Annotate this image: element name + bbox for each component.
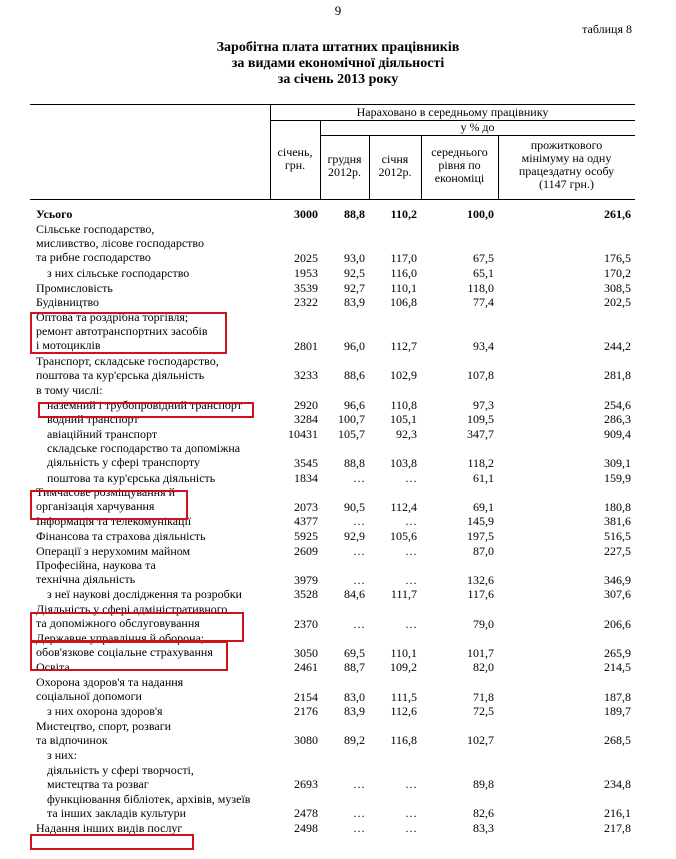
cell-pct-subsistence: 187,8 [604, 689, 631, 704]
cell-pct-economy: 67,5 [473, 250, 494, 265]
cell-jan-uah: 2073 [294, 499, 318, 514]
row-label: з них: [47, 747, 77, 762]
cell-pct-subsistence: 265,9 [604, 645, 631, 660]
cell-pct-jan: 103,8 [390, 455, 417, 470]
cell-pct-jan: 110,2 [390, 207, 417, 221]
cell-jan-uah: 2801 [294, 339, 318, 354]
cell-jan-uah: 10431 [288, 426, 318, 441]
cell-pct-jan: 105,6 [390, 528, 417, 543]
cell-jan-uah: 1953 [294, 266, 318, 281]
cell-pct-jan: … [405, 543, 417, 558]
cell-pct-jan: … [405, 820, 417, 835]
title-line-2: за видами економічної діяльності [231, 56, 445, 71]
cell-pct-economy: 118,2 [467, 455, 494, 470]
cell-pct-subsistence: 216,1 [604, 806, 631, 821]
cell-pct-economy: 102,7 [467, 733, 494, 748]
row-label: в тому числі: [36, 382, 103, 397]
cell-jan-uah: 2370 [294, 616, 318, 631]
header-col-jan: січень, грн. [277, 145, 313, 172]
cell-pct-subsistence: 159,9 [604, 470, 631, 485]
cell-jan-uah: 2176 [294, 704, 318, 719]
header-col-avg-economy: середнього рівня по економіці [431, 145, 488, 185]
cell-pct-economy: 97,3 [473, 397, 494, 412]
cell-pct-dec: 96,0 [344, 339, 365, 354]
cell-jan-uah: 2498 [294, 820, 318, 835]
cell-pct-economy: 101,7 [467, 645, 494, 660]
cell-pct-jan: 110,1 [390, 645, 417, 660]
cell-pct-subsistence: 281,8 [604, 368, 631, 383]
cell-pct-dec: … [353, 616, 365, 631]
cell-pct-dec: 88,7 [344, 660, 365, 675]
header-rule-pct [320, 135, 635, 136]
cell-pct-economy: 132,6 [467, 572, 494, 587]
row-label: Сільське господарство, мисливство, лісове господарство та рибне господарство [36, 221, 204, 264]
cell-pct-dec: … [353, 543, 365, 558]
cell-jan-uah: 2478 [294, 806, 318, 821]
highlight-box-other-services [30, 834, 194, 850]
cell-pct-subsistence: 244,2 [604, 339, 631, 354]
highlight-box-administrative [30, 612, 244, 642]
cell-pct-subsistence: 346,9 [604, 572, 631, 587]
cell-pct-dec: 96,6 [344, 397, 365, 412]
cell-pct-economy: 117,6 [467, 587, 494, 602]
cell-pct-subsistence: 202,5 [604, 295, 631, 310]
cell-jan-uah: 5925 [294, 528, 318, 543]
row-label: Операції з нерухомим майном [36, 543, 191, 558]
cell-pct-dec: … [353, 470, 365, 485]
cell-pct-subsistence: 261,6 [604, 207, 631, 221]
cell-pct-dec: … [353, 572, 365, 587]
cell-jan-uah: 3979 [294, 572, 318, 587]
cell-jan-uah: 3545 [294, 455, 318, 470]
cell-jan-uah: 3000 [294, 207, 318, 221]
cell-pct-subsistence: 217,8 [604, 820, 631, 835]
cell-pct-jan: 105,1 [390, 412, 417, 427]
cell-pct-subsistence: 189,7 [604, 704, 631, 719]
cell-pct-dec: 92,9 [344, 528, 365, 543]
cell-pct-dec: 92,5 [344, 266, 365, 281]
cell-pct-economy: 69,1 [473, 499, 494, 514]
cell-pct-jan: … [405, 572, 417, 587]
row-label: Державне управління й оборона; обов'язкове соціальне страхування [36, 631, 213, 660]
row-label: поштова та кур'єрська діяльність [47, 470, 216, 485]
cell-pct-economy: 71,8 [473, 689, 494, 704]
cell-pct-jan: 111,7 [390, 587, 417, 602]
cell-pct-subsistence: 170,2 [604, 266, 631, 281]
cell-pct-economy: 82,0 [473, 660, 494, 675]
cell-pct-dec: 84,6 [344, 587, 365, 602]
cell-pct-dec: 93,0 [344, 250, 365, 265]
row-label: Діяльність у сфері адміністративного та допоміжного обслуговування [36, 601, 228, 630]
cell-pct-subsistence: 254,6 [604, 397, 631, 412]
row-label: авіаційний транспорт [47, 426, 158, 441]
highlight-box-trade [30, 309, 227, 354]
cell-pct-dec: 89,2 [344, 733, 365, 748]
cell-pct-dec: 90,5 [344, 499, 365, 514]
cell-jan-uah: 4377 [294, 514, 318, 529]
row-label: Оптова та роздрібна торгівля; ремонт автотранспортних засобів і мотоциклів [36, 309, 208, 352]
header-col-jan-prev: січня 2012р. [378, 152, 412, 179]
cell-pct-jan: … [405, 777, 417, 792]
cell-pct-dec: 83,0 [344, 689, 365, 704]
cell-pct-subsistence: 234,8 [604, 777, 631, 792]
cell-pct-dec: 83,9 [344, 295, 365, 310]
cell-pct-subsistence: 909,4 [604, 426, 631, 441]
cell-jan-uah: 3528 [294, 587, 318, 602]
row-label: з неї наукові дослідження та розробки [47, 587, 242, 602]
cell-pct-jan: … [405, 514, 417, 529]
row-label: з них охорона здоров'я [47, 704, 163, 719]
cell-pct-jan: 112,7 [390, 339, 417, 354]
cell-pct-economy: 77,4 [473, 295, 494, 310]
cell-pct-economy: 89,8 [473, 777, 494, 792]
header-bottom-rule [30, 199, 635, 200]
cell-pct-jan: … [405, 470, 417, 485]
row-label: Освіта [36, 660, 70, 675]
row-label: Промисловість [36, 280, 113, 295]
title-line-1: Заробітна плата штатних працівників [216, 40, 460, 55]
cell-pct-jan: 92,3 [396, 426, 417, 441]
cell-pct-jan: 110,1 [390, 280, 417, 295]
row-label: водний транспорт [47, 412, 139, 427]
row-label: Тимчасове розміщування й організація харчування [36, 485, 176, 514]
cell-jan-uah: 3050 [294, 645, 318, 660]
header-col-dec: грудня 2012р. [327, 152, 362, 179]
highlight-box-public-admin [30, 641, 228, 671]
row-label: Охорона здоров'я та надання соціальної допомоги [36, 674, 184, 703]
cell-pct-dec: 92,7 [344, 280, 365, 295]
cell-pct-dec: … [353, 806, 365, 821]
cell-jan-uah: 1834 [294, 470, 318, 485]
cell-pct-economy: 107,8 [467, 368, 494, 383]
cell-jan-uah: 2609 [294, 543, 318, 558]
row-label: Транспорт, складське господарство, поштова та кур'єрська діяльність [36, 353, 219, 382]
cell-pct-dec: 88,6 [344, 368, 365, 383]
cell-pct-subsistence: 516,5 [604, 528, 631, 543]
cell-pct-dec: 88,8 [344, 455, 365, 470]
cell-pct-jan: 111,5 [390, 689, 417, 704]
row-label: наземний і трубопровідний транспорт [47, 397, 242, 412]
cell-jan-uah: 3080 [294, 733, 318, 748]
cell-pct-jan: 110,8 [390, 397, 417, 412]
cell-pct-subsistence: 214,5 [604, 660, 631, 675]
cell-pct-economy: 82,6 [473, 806, 494, 821]
highlight-box-accommodation [30, 490, 188, 520]
cell-pct-jan: 116,8 [390, 733, 417, 748]
cell-jan-uah: 2322 [294, 295, 318, 310]
header-accrued: Нараховано в середньому працівнику [356, 105, 549, 119]
page-number: 9 [334, 3, 342, 18]
row-label: Усього [36, 207, 73, 221]
cell-pct-subsistence: 176,5 [604, 250, 631, 265]
cell-jan-uah: 2154 [294, 689, 318, 704]
cell-pct-economy: 61,1 [473, 470, 494, 485]
cell-pct-jan: 109,2 [390, 660, 417, 675]
cell-pct-dec: … [353, 514, 365, 529]
cell-pct-dec: 105,7 [338, 426, 365, 441]
cell-pct-subsistence: 381,6 [604, 514, 631, 529]
cell-pct-jan: 112,4 [390, 499, 417, 514]
row-label: складське господарство та допоміжна діяльність у сфері транспорту [47, 441, 241, 470]
cell-pct-subsistence: 180,8 [604, 499, 631, 514]
cell-pct-economy: 145,9 [467, 514, 494, 529]
cell-jan-uah: 3284 [294, 412, 318, 427]
cell-pct-economy: 100,0 [467, 207, 494, 221]
cell-pct-subsistence: 308,5 [604, 280, 631, 295]
cell-pct-subsistence: 286,3 [604, 412, 631, 427]
cell-pct-jan: 106,8 [390, 295, 417, 310]
cell-pct-dec: 100,7 [338, 412, 365, 427]
header-pct: у % до [460, 120, 495, 134]
cell-pct-subsistence: 307,6 [604, 587, 631, 602]
cell-pct-dec: 88,8 [344, 207, 365, 221]
highlight-box-land-transport [38, 402, 254, 418]
cell-pct-economy: 93,4 [473, 339, 494, 354]
row-label: функціювання бібліотек, архівів, музеїв та інших закладів культури [47, 791, 251, 820]
cell-pct-dec: … [353, 820, 365, 835]
cell-pct-jan: … [405, 806, 417, 821]
cell-pct-subsistence: 206,6 [604, 616, 631, 631]
row-label: Будівництво [36, 295, 100, 310]
cell-pct-jan: 116,0 [390, 266, 417, 281]
table-label: таблиця 8 [582, 22, 632, 36]
cell-pct-economy: 83,3 [473, 820, 494, 835]
row-label: Надання інших видів послуг [36, 820, 183, 835]
row-label: Інформація та телекомунікації [36, 514, 192, 529]
cell-pct-economy: 347,7 [467, 426, 494, 441]
cell-jan-uah: 2920 [294, 397, 318, 412]
header-col-subsistence: прожиткового мінімуму на одну працездатну особу (1147 грн.) [518, 138, 615, 191]
cell-pct-economy: 109,5 [467, 412, 494, 427]
cell-pct-dec: 83,9 [344, 704, 365, 719]
row-label: Фінансова та страхова діяльність [36, 528, 206, 543]
row-label: діяльність у сфері творчості, мистецтва та розваг [47, 762, 194, 791]
cell-pct-dec: … [353, 777, 365, 792]
cell-pct-jan: 102,9 [390, 368, 417, 383]
row-label: Професійна, наукова та технічна діяльність [36, 558, 156, 587]
cell-pct-subsistence: 227,5 [604, 543, 631, 558]
cell-jan-uah: 2025 [294, 250, 318, 265]
cell-pct-economy: 197,5 [467, 528, 494, 543]
cell-pct-economy: 65,1 [473, 266, 494, 281]
cell-jan-uah: 3539 [294, 280, 318, 295]
cell-jan-uah: 2693 [294, 777, 318, 792]
cell-pct-subsistence: 268,5 [604, 733, 631, 748]
cell-pct-economy: 118,0 [467, 280, 494, 295]
cell-jan-uah: 3233 [294, 368, 318, 383]
cell-pct-jan: 112,6 [390, 704, 417, 719]
title-line-3: за січень 2013 року [277, 72, 399, 87]
cell-pct-subsistence: 309,1 [604, 455, 631, 470]
cell-jan-uah: 2461 [294, 660, 318, 675]
cell-pct-economy: 87,0 [473, 543, 494, 558]
cell-pct-jan: … [405, 616, 417, 631]
row-label: Мистецтво, спорт, розваги та відпочинок [36, 718, 172, 747]
cell-pct-economy: 79,0 [473, 616, 494, 631]
cell-pct-dec: 69,5 [344, 645, 365, 660]
cell-pct-economy: 72,5 [473, 704, 494, 719]
row-label: з них сільське господарство [47, 266, 190, 281]
cell-pct-jan: 117,0 [390, 250, 417, 265]
